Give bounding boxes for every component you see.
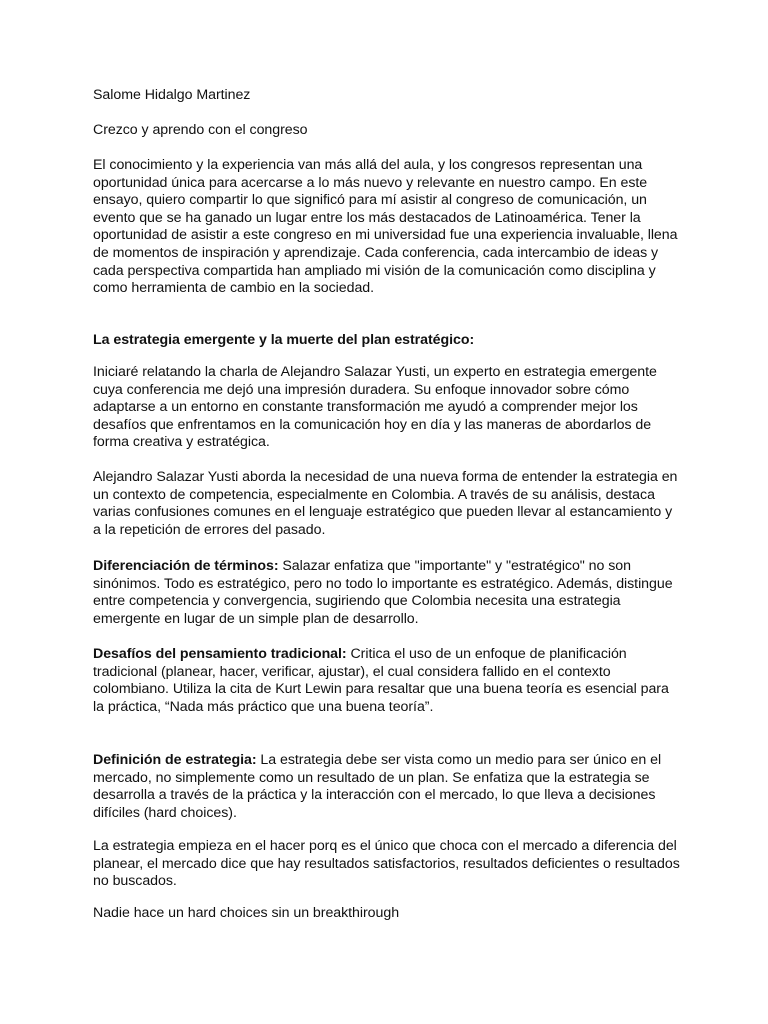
- term-desafios: Desafíos del pensamiento tradicional:: [93, 646, 347, 662]
- essay-title: Crezco y aprendo con el congreso: [93, 122, 308, 138]
- paragraph-definicion: [93, 752, 683, 822]
- term-definicion: Definición de estrategia:: [93, 752, 257, 768]
- intro-paragraph: El conocimiento y la experiencia van más allá del aula, y los congresos representan una oportunidad única para acercarse a lo más nuevo y relevante en nuestro campo. En este ensayo, quiero compartir lo que significó para mí asistir al congreso de comunicación, un evento que se ha ganado un lugar entre los más destacados de Latinoamérica. Tener la oportunidad de asistir a este congreso en mi universidad fue una experiencia invaluable, llena de momentos de inspiración y aprendizaje. Cada conferencia, cada intercambio de ideas y cada perspectiva compartida han ampliado mi visión de la comunicación como disciplina y como herramienta de cambio en la sociedad.: [93, 157, 678, 297]
- paragraph-diferenciacion: [93, 558, 683, 628]
- author-name: Salome Hidalgo Martinez: [93, 87, 251, 103]
- paragraph-desafios: [93, 646, 683, 716]
- text-diferenciacion: Salazar enfatiza que "importante" y "estratégico" no son sinónimos. Todo es estratégico, pero no todo lo importante es estratégico. Además, distingue entre competencia y convergencia, sugiriendo que Colombia necesita una estrategia emergente en lugar de un simple plan de desarrollo.: [93, 558, 673, 627]
- paragraph-aborda: Alejandro Salazar Yusti aborda la necesidad de una nueva forma de entender la estrategia en un contexto de competencia, especialmente en Colombia. A través de su análisis, destaca varias confusiones comunes en el lenguaje estratégico que pueden llevar al estancamiento y a la repetición de errores del pasado.: [93, 469, 678, 538]
- text-definicion: La estrategia debe ser vista como un medio para ser único en el mercado, no simplemente como un resultado de un plan. Se enfatiza que la estrategia se desarrolla a través de la práctica y la interacción con el mercado, lo que lleva a decisiones difíciles (hard choices).: [93, 752, 662, 821]
- section-heading: La estrategia emergente y la muerte del plan estratégico:: [93, 332, 475, 348]
- paragraph-relatando: Iniciaré relatando la charla de Alejandro Salazar Yusti, un experto en estrategia emergente cuya conferencia me dejó una impresión duradera. Su enfoque innovador sobre cómo adaptarse a un entorno en constante transformación me ayudó a comprender mejor los desafíos que enfrentamos en la comunicación hoy en día y las maneras de abordarlos de forma creativa y estratégica.: [93, 364, 657, 451]
- text-desafios: Critica el uso de un enfoque de planificación tradicional (planear, hacer, verificar, ajustar), el cual considera fallido en el contexto colombiano. Utiliza la cita de Kurt Lewin para resaltar que una buena teoría es esencial para la práctica, “Nada más práctico que una buena teoría”.: [93, 646, 669, 715]
- paragraph-nadie: Nadie hace un hard choices sin un breakthirough: [93, 905, 400, 921]
- term-diferenciacion: Diferenciación de términos:: [93, 558, 279, 574]
- paragraph-empieza: La estrategia empieza en el hacer porq es el único que choca con el mercado a diferencia del planear, el mercado dice que hay resultados satisfactorios, resultados deficientes o resultados no buscados.: [93, 838, 680, 890]
